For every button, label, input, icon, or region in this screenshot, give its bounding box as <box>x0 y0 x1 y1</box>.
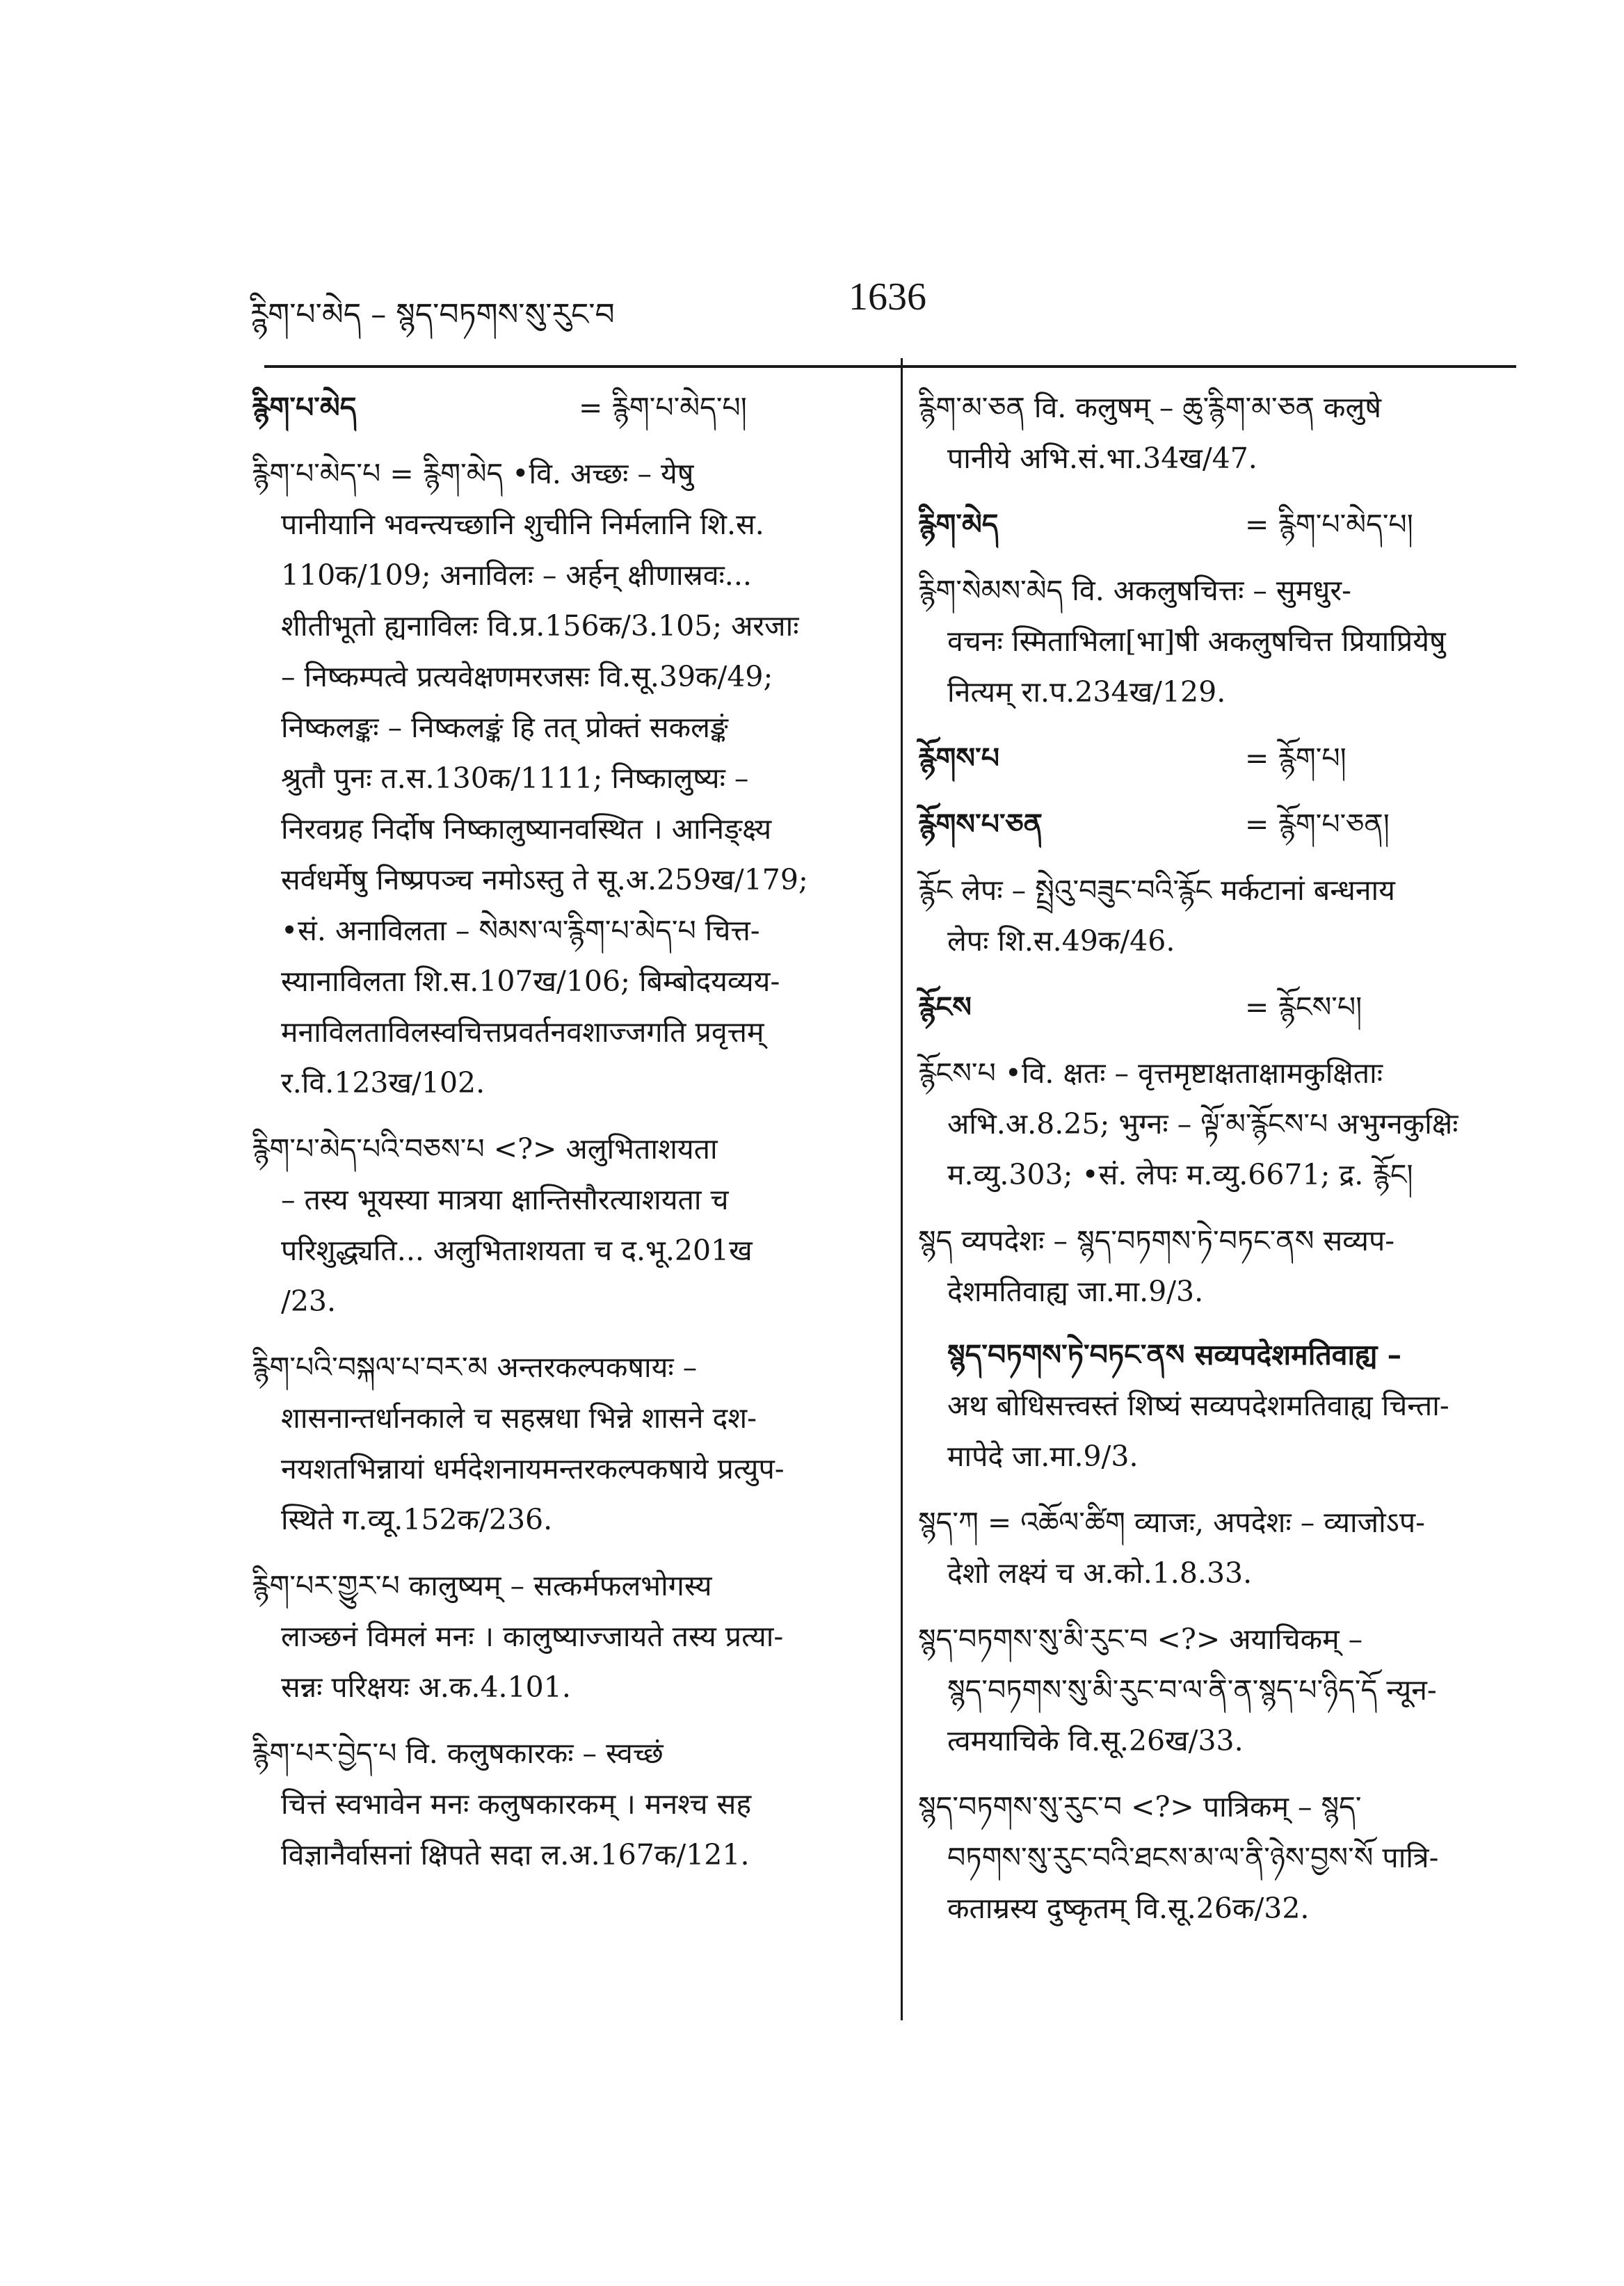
entry-headword: རྙོགས་པ་ཅན <box>918 807 1043 841</box>
left-column <box>252 383 881 1896</box>
entry-text-line: कताम्रस्य दुष्कृतम् वि.सू.26क/32. <box>947 1892 1310 1925</box>
entry-cross-reference: = རྙོངས་པ། <box>1245 990 1362 1024</box>
entry-text-line: म.व्यु.303; •सं. लेपः म.व्यु.6671; द्र. རྙོང། <box>947 1158 1413 1191</box>
entry-headword-line: སྙད་བཏགས་སུ་རུང་བ <?> पात्रिकम् – སྙད་ <box>918 1790 1362 1824</box>
entry-text-line: शासनान्तर्धानकाले च सहस्रधा भिन्ने शासने दश- <box>281 1401 757 1435</box>
entry-text-line: सन्नः परिक्षयः अ.क.4.101. <box>281 1671 571 1704</box>
right-column <box>918 383 1516 1949</box>
entry-text-line: स्यानाविलता शि.स.107ख/106; बिम्बोदयव्यय- <box>281 965 780 998</box>
dictionary-entry <box>918 1614 1516 1766</box>
entry-text-line: परिशुद्ध्यति... अलुभिताशयता च द.भू.201ख <box>281 1234 753 1267</box>
entry-headword-line: རྙིག་པ་མེད་པ = རྙིག་མེད •वि. अच्छः – येषु <box>252 457 694 490</box>
entry-text-line: लेपः शि.स.49क/46. <box>947 924 1175 958</box>
entry-headword-line: སྙད་བཏགས་ཏེ་བཏང་ནས सव्यपदेशमतिवाह्य – <box>947 1338 1402 1371</box>
entry-text-line: पानीयानि भवन्त्यच्छानि शुचीनि निर्मलानि शि.स. <box>281 508 764 541</box>
entry-text-line: मापेदे जा.मा.9/3. <box>947 1440 1139 1473</box>
dictionary-entry <box>252 1124 881 1327</box>
entry-text-line: विज्ञानैर्वासनां क्षिपते सदा ल.अ.167क/121. <box>281 1838 750 1872</box>
page-header <box>250 275 1516 337</box>
entry-headword-line: རྙིག་པ་མེད་པའི་བཅས་པ <?> अलुभिताशयता <box>252 1132 718 1166</box>
entry-headword-line: རྙིག་པའི་བསྐལ་པ་བར་མ अन्तरकल्पकषायः – <box>252 1351 698 1384</box>
entry-text-line: •सं. अनाविलता – སེམས་ལ་རྙིག་པ་མེད་པ चित्त- <box>281 914 760 947</box>
entry-headword: རྙིག་པ་མེད <box>252 391 357 424</box>
entry-text-line: 110क/109; अनाविलः – अर्हन् क्षीणास्रवः... <box>281 558 752 592</box>
entry-text-line: चित्तं स्वभावेन मनः कलुषकारकम् । मनश्च सह <box>281 1787 752 1821</box>
dictionary-entry <box>252 383 881 433</box>
header-rule <box>264 365 1516 368</box>
entry-text-line: नित्यम् रा.प.234ख/129. <box>947 675 1226 709</box>
dictionary-entry <box>918 1497 1516 1599</box>
entry-text-line: र.वि.123ख/102. <box>281 1066 485 1100</box>
column-divider <box>901 358 903 2020</box>
page-number: 1636 <box>849 275 926 319</box>
dictionary-entry <box>252 1728 881 1881</box>
entry-text-line: नयशतभिन्नायां धर्मदेशनायमन्तरकल्पकषाये प्रत्युप- <box>281 1452 785 1486</box>
header-headwords: ཪྙིག་པ་མེད – སྙད་བཏགས་སུ་རུང་བ <box>250 297 615 332</box>
entry-text-line: – निष्कम्पत्वे प्रत्यवेक्षणमरजसः वि.सू.39क/49; <box>281 660 773 693</box>
entry-text-line: – तस्य भूयस्या मात्रया क्षान्तिसौरत्याशयता च <box>281 1183 729 1216</box>
entry-text-line: བཏགས་སུ་རུང་བའི་ཐངས་མ་ལ་ནི་ཉེས་བྱས་སོ पात्रि- <box>947 1841 1439 1874</box>
dictionary-entry <box>252 1342 881 1545</box>
dictionary-entry <box>918 565 1516 718</box>
entry-cross-reference: = རྙོག་པ་ཅན། <box>1245 807 1390 841</box>
dictionary-entry <box>918 865 1516 967</box>
dictionary-entry <box>918 499 1516 550</box>
entry-text-line: श्रुतौ पुनः त.स.130क/1111; निष्कालुष्यः – <box>281 762 749 795</box>
entry-text-line: शीतीभूतो ह्यनाविलः वि.प्र.156क/3.105; अरजाः <box>281 609 799 643</box>
entry-cross-reference: = རྙིག་པ་མེད་པ། <box>579 391 747 424</box>
entry-headword-line: རྙིག་སེམས་མེད वि. अकलुषचित्तः – सुमधुर- <box>918 574 1352 607</box>
entry-headword: རྙིག་མེད <box>918 508 999 541</box>
entry-text-line: वचनः स्मिताभिला[भा]षी अकलुषचित्त प्रियाप्रियेषु <box>947 625 1446 658</box>
entry-text-line: लाञ्छनं विमलं मनः । कालुष्याज्जायते तस्य प्रत्या- <box>281 1620 784 1653</box>
dictionary-entry <box>918 982 1516 1033</box>
entry-text-line: सर्वधर्मेषु निष्प्रपञ्च नमोऽस्तु ते सू.अ.259ख/179; <box>281 863 808 896</box>
entry-text-line: अभि.अ.8.25; भुग्नः – ལྟོ་མ་རྙོངས་པ अभुग्नकुक्षिः <box>947 1107 1458 1141</box>
entry-text-line: पानीये अभि.सं.भा.34ख/47. <box>947 442 1257 475</box>
entry-text-line: देशो लक्ष्यं च अ.को.1.8.33. <box>947 1556 1253 1590</box>
entry-headword-line: རྙིག་པར་བྱེད་པ वि. कलुषकारकः – स्वच्छं <box>252 1737 664 1770</box>
entry-cross-reference: = རྙིག་པ་མེད་པ། <box>1245 508 1413 541</box>
entry-headword: རྙོགས་པ <box>918 741 999 775</box>
entry-headword-line: རྙིག་མ་ཅན वि. कलुषम् – ཆུ་རྙིག་མ་ཅན कलुषे <box>918 391 1382 424</box>
entry-headword-line: རྙིག་པར་གྱུར་པ कालुष्यम् – सत्कर्मफलभोगस्य <box>252 1569 712 1602</box>
dictionary-entry <box>918 1216 1516 1317</box>
dictionary-entry <box>918 733 1516 784</box>
entry-text-line: त्वमयाचिके वि.सू.26ख/33. <box>947 1724 1244 1757</box>
dictionary-entry <box>918 1048 1516 1200</box>
entry-headword: རྙོངས <box>918 990 972 1024</box>
dictionary-entry <box>918 799 1516 850</box>
entry-text-line: སྙད་བཏགས་སུ་མི་རུང་བ་ལ་ནི་ན་སྙད་པ་ཉིད་དོ न्यून- <box>947 1673 1437 1707</box>
entry-headword-line: རྙོང लेपः – སྤྲེའུ་བཟུང་བའི་རྙོང मर्कटानां बन्धनाय <box>918 874 1395 907</box>
entry-cross-reference: = རྙོག་པ། <box>1245 741 1346 775</box>
entry-text-line: /23. <box>281 1285 337 1318</box>
entry-text-line: निष्कलङ्कः – निष्कलङ्कं हि तत् प्रोक्तं सकलङ्कं <box>281 711 728 744</box>
entry-text-line: मनाविलताविलस्वचित्तप्रवर्तनवशाज्जगति प्रवृत्तम् <box>281 1015 764 1049</box>
entry-headword-line: སྙད་ཀ = འཆོལ་ཚིག व्याजः, अपदेशः – व्याजोऽप- <box>918 1506 1425 1539</box>
dictionary-entry <box>252 449 881 1109</box>
entry-text-line: देशमतिवाह्य जा.मा.9/3. <box>947 1275 1204 1308</box>
entry-text-line: स्थिते ग.व्यू.152क/236. <box>281 1503 553 1536</box>
dictionary-entry <box>918 1782 1516 1934</box>
entry-text-line: निरवग्रह निर्दोष निष्कालुष्यानवस्थित । आनिङ्क्ष्य <box>281 812 772 846</box>
entry-headword-line: སྙད་བཏགས་སུ་མི་རུང་བ <?> अयाचिकम् – <box>918 1623 1363 1656</box>
dictionary-entry <box>918 1330 1516 1482</box>
entry-text-line: अथ बोधिसत्त्वस्तं शिष्यं सव्यपदेशमतिवाह्य चिन्ता- <box>947 1389 1449 1422</box>
entry-headword-line: རྙོངས་པ •वि. क्षतः – वृत्तमृष्टाक्षताक्षामकुक्षिताः <box>918 1056 1383 1090</box>
dictionary-entry <box>918 383 1516 484</box>
dictionary-entry <box>252 1561 881 1713</box>
entry-headword-line: སྙད व्यपदेशः – སྙད་བཏགས་ཏེ་བཏང་ནས सव्यप- <box>918 1224 1395 1257</box>
